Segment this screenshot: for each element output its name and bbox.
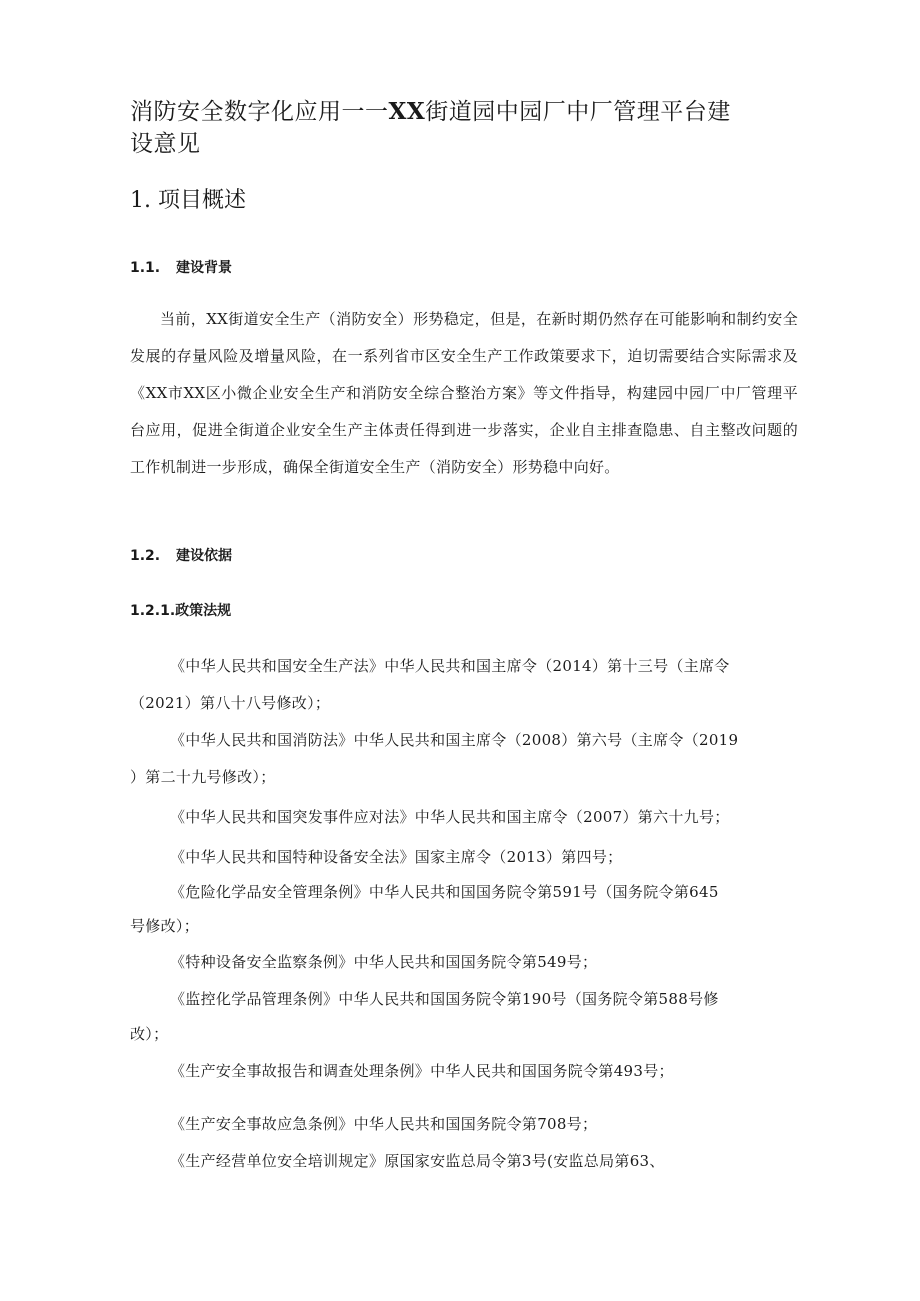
law-item-6: 《特种设备安全监察条例》中华人民共和国国务院令第549号； bbox=[170, 953, 598, 971]
section-heading-background bbox=[130, 258, 232, 278]
law-item-10: 《生产经营单位安全培训规定》原国家安监总局令第3号(安监总局第63、 bbox=[170, 1152, 665, 1170]
section-title: 建设依据 bbox=[176, 548, 232, 564]
law-item-9: 《生产安全事故应急条例》中华人民共和国国务院令第708号； bbox=[170, 1115, 598, 1133]
law-item-8: 《生产安全事故报告和调查处理条例》中华人民共和国国务院令第493号； bbox=[170, 1062, 674, 1080]
title-part-3: 街道园中园厂中厂管理平台建 bbox=[425, 99, 731, 125]
law-item-7-line-1: 《监控化学品管理条例》中华人民共和国国务院令第190号（国务院令第588号修 bbox=[170, 990, 719, 1008]
document-title bbox=[130, 96, 770, 160]
law-item-2-line-1: 《中华人民共和国消防法》中华人民共和国主席令（2008）第六号（主席令（2019 bbox=[170, 731, 739, 749]
law-item-1-line-2: （2021）第八十八号修改）； bbox=[130, 694, 331, 712]
law-item-1-line-1: 《中华人民共和国安全生产法》中华人民共和国主席令（2014）第十三号（主席令 bbox=[170, 657, 730, 675]
section-number: 1.1. bbox=[130, 260, 161, 276]
section-heading-basis bbox=[130, 546, 232, 566]
title-line-2: 设意见 bbox=[130, 131, 201, 157]
law-item-5-line-1: 《危险化学品安全管理条例》中华人民共和国国务院令第591号（国务院令第645 bbox=[170, 883, 719, 901]
law-item-5-line-2: 号修改）； bbox=[130, 917, 200, 935]
background-paragraph: 当前，XX街道安全生产（消防安全）形势稳定，但是，在新时期仍然存在可能影响和制约安全发展的存量风险及增量风险，在一系列省市区安全生产工作政策要求下，迫切需要结合实际需求及《XX市XX区小微企业安全生产和消防安全综合整治方案》等文件指导，构建园中园厂中厂管理平台应用，促进全街道企业安全生产主体责任得到进一步落实，企业自主排查隐患、自主整改问题的工作机制进一步形成，确保全街道安全生产（消防安全）形势稳中向好。 bbox=[130, 310, 798, 476]
law-item-4: 《中华人民共和国特种设备安全法》国家主席令（2013）第四号； bbox=[170, 848, 623, 866]
law-item-3: 《中华人民共和国突发事件应对法》中华人民共和国主席令（2007）第六十九号； bbox=[170, 808, 730, 826]
law-item-7-line-2: 改）； bbox=[130, 1025, 169, 1043]
title-part-2: XX bbox=[388, 98, 426, 125]
section-heading-overview: 1. 项目概述 bbox=[130, 188, 246, 213]
law-item-2-line-2: ）第二十九号修改）； bbox=[130, 768, 276, 786]
section-heading-policies: 1.2.1.政策法规 bbox=[130, 603, 232, 619]
section-number: 1.2. bbox=[130, 548, 161, 564]
section-title: 建设背景 bbox=[176, 260, 232, 276]
title-part-1: 消防安全数字化应用一一 bbox=[130, 99, 389, 125]
